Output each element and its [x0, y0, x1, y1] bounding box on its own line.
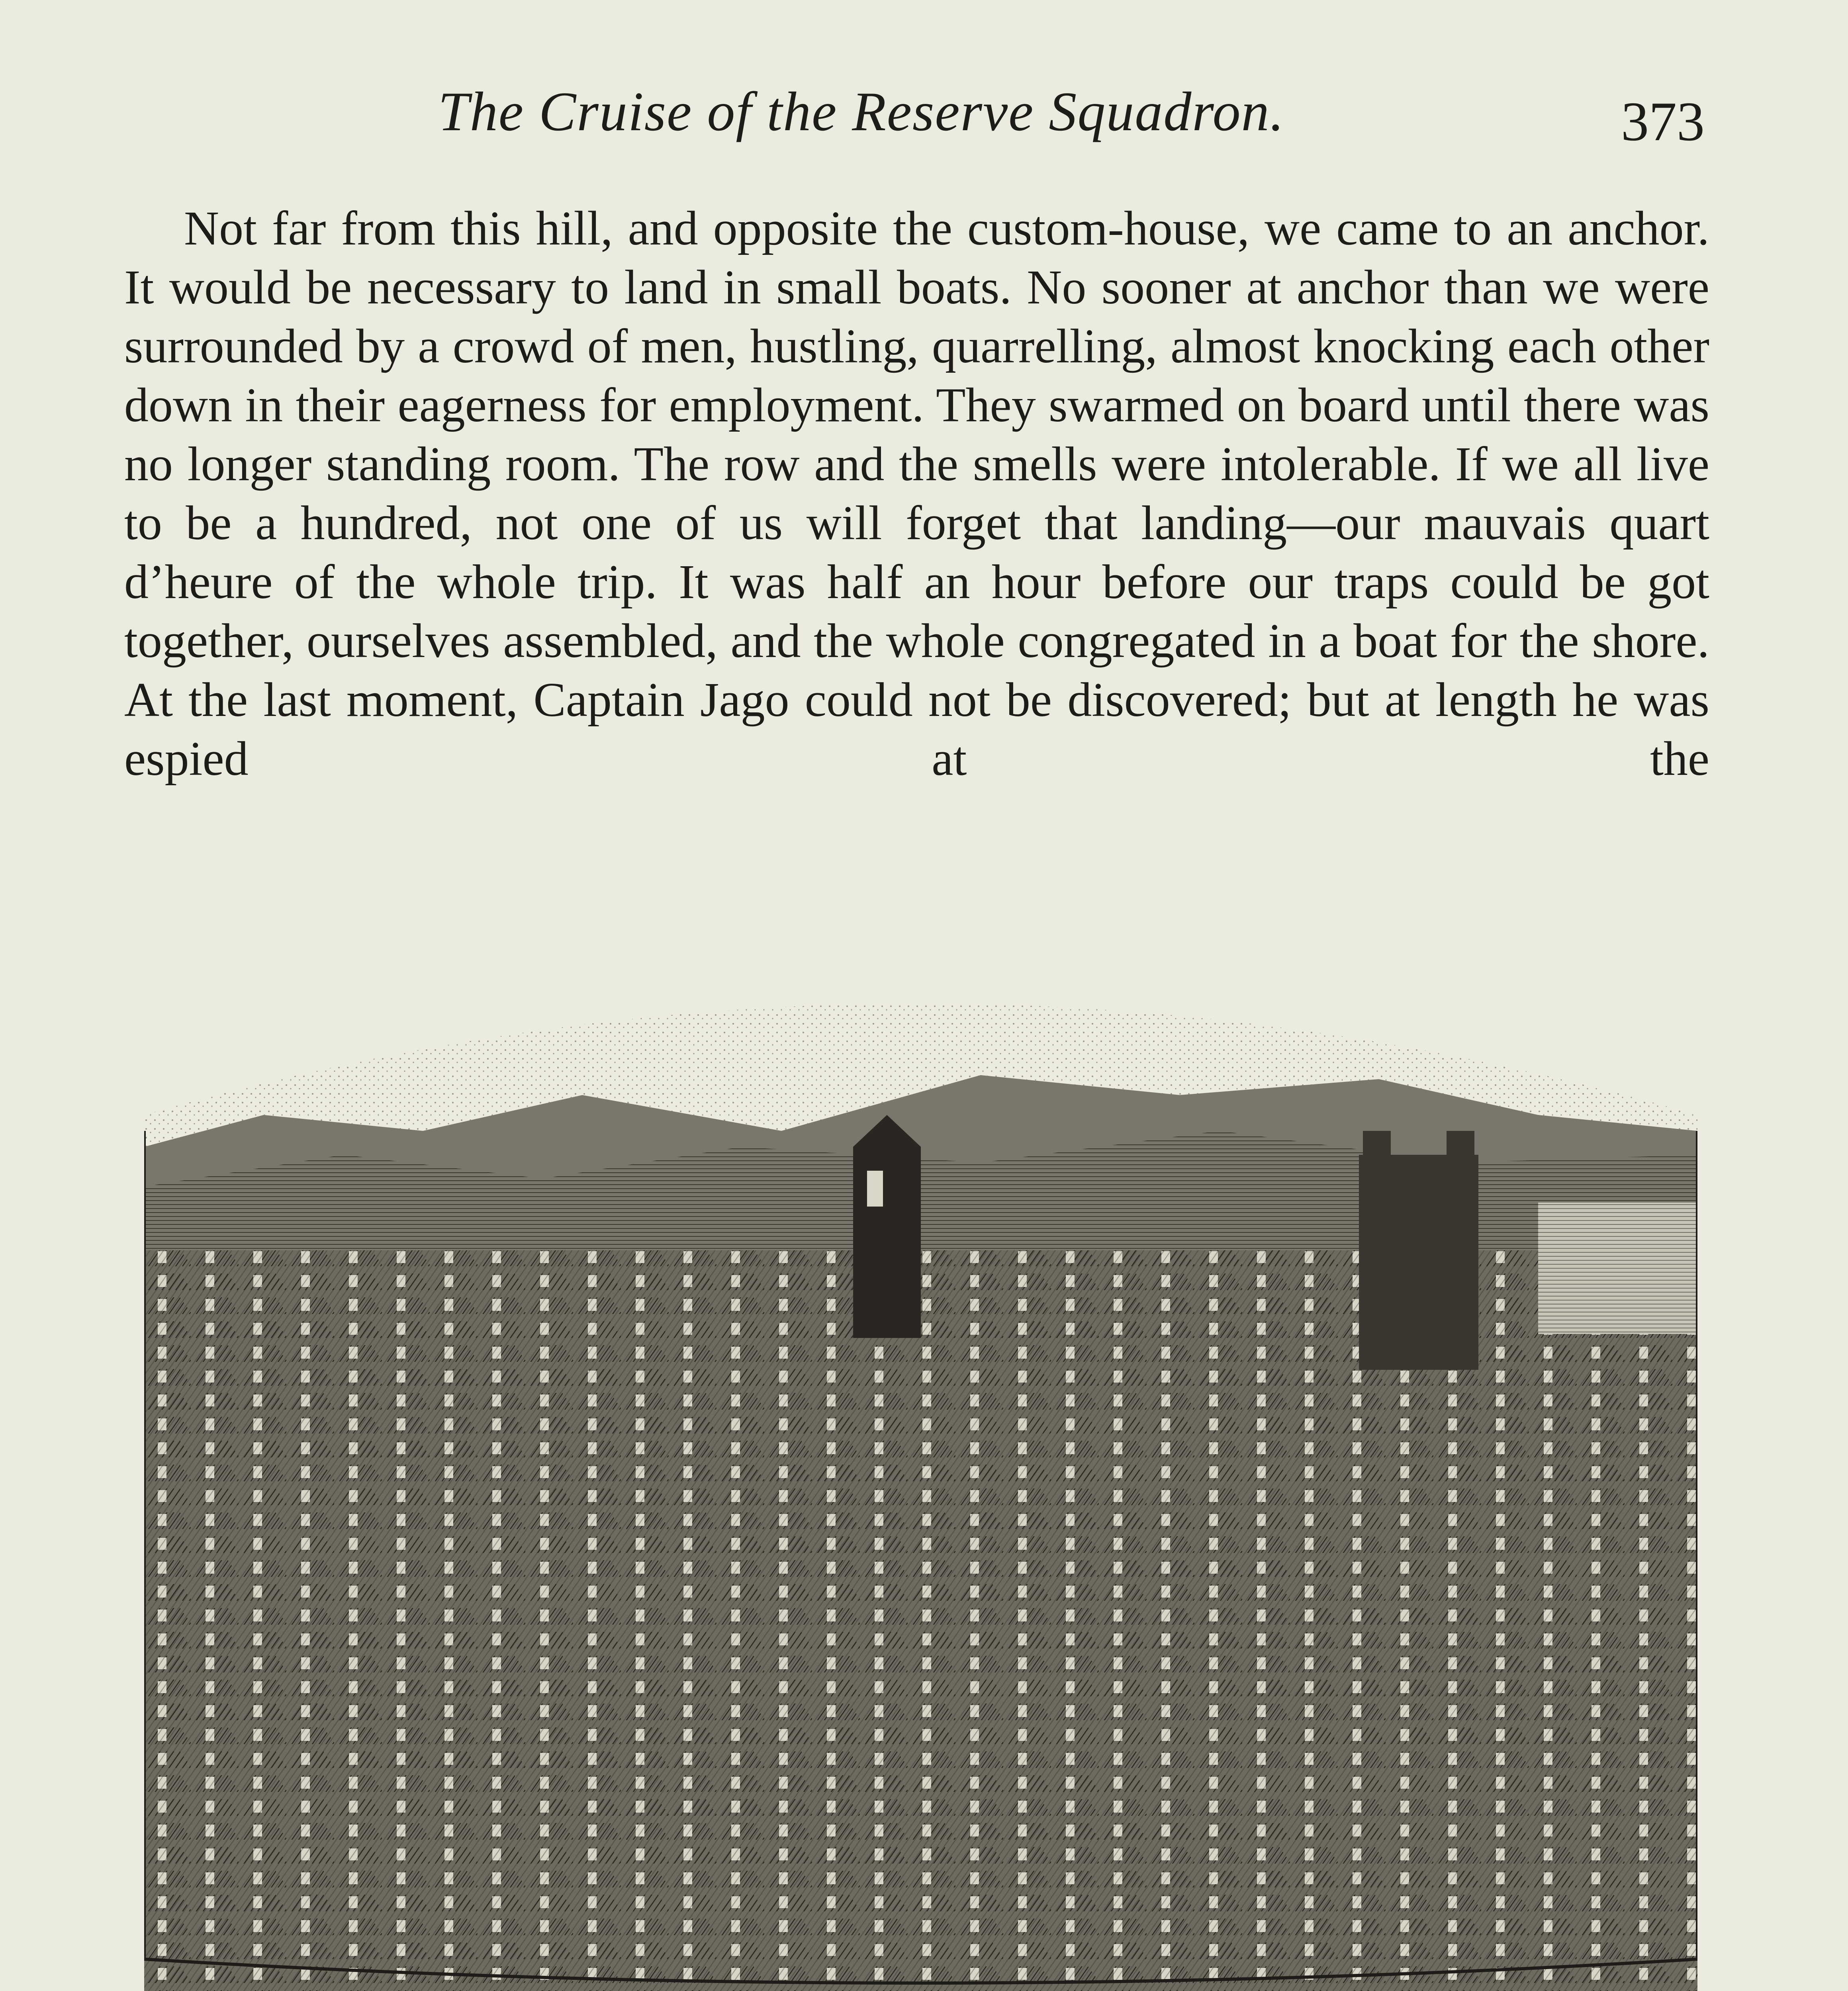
paragraph-anchor: Not far from this hill, and opposite the custom-house, we came to an anchor. It would be necessary to land in small boats. No sooner at anchor than we were surrounded by a crowd of men, hustling, quarrelling, almost knocking each other down in their eagerness for employment. They swarmed on board until there was no longer standing room. The row and the smells were intolerable. If we all live to be a hundred, not one of us will forget that landing—our mauvais quart d’heure of the whole trip. It was half an hour before our traps could be got together, ourselves assembled, and the whole congregated in a boat for the shore. At the last moment, Captain Jago could not be discovered; but at length he was espied at the — [124, 201, 1709, 786]
text-block-top — [124, 199, 1709, 788]
engraving-malaga-illustration — [144, 908, 1697, 1991]
page-number: 373 — [1621, 91, 1705, 153]
running-title: The Cruise of the Reserve Squadron. — [438, 81, 1285, 143]
